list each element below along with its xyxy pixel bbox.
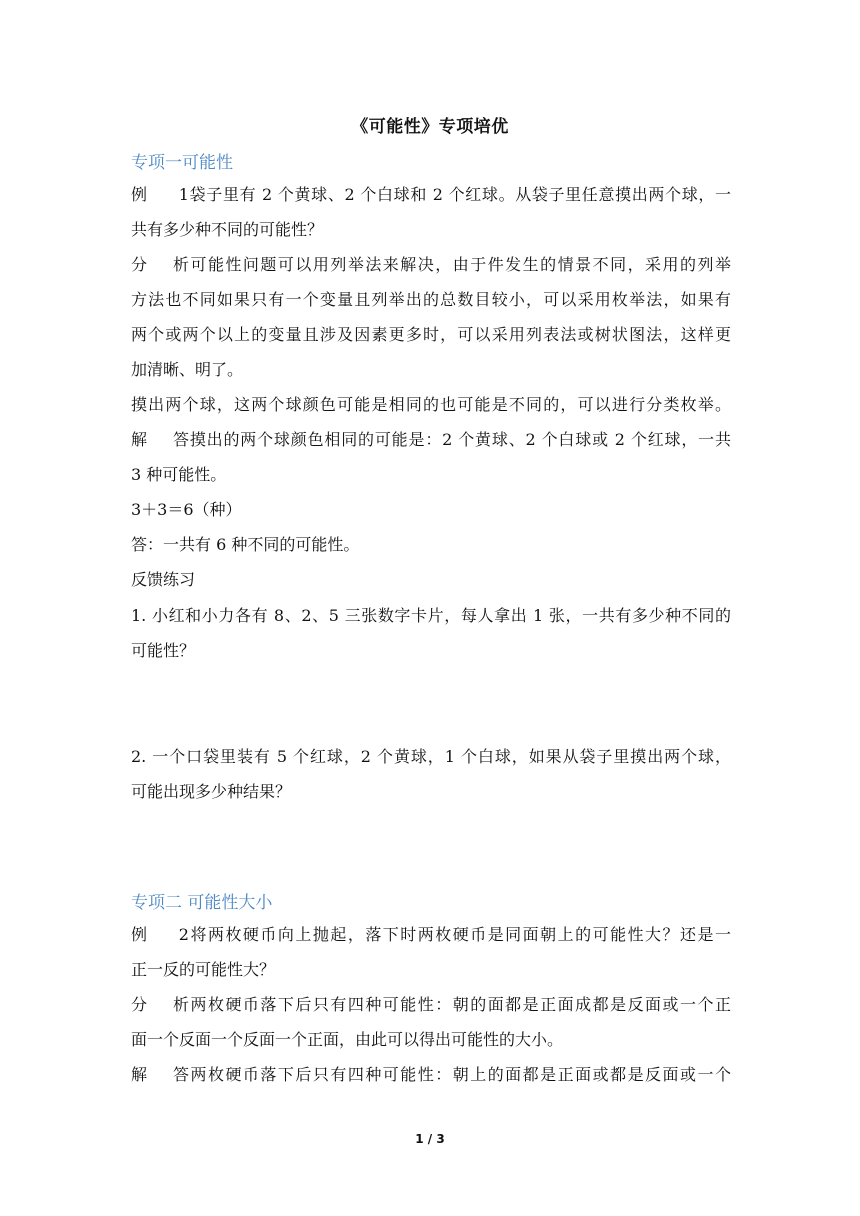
solution-1-answer: 答：一共有 6 种不同的可能性。 xyxy=(131,535,360,554)
question-2-line-1: 2. 一个口袋里装有 5 个红球，2 个黄球，1 个白球，如果从袋子里摸出两个球， xyxy=(131,747,731,766)
example-label: 例 1 xyxy=(131,185,189,204)
analysis-text: 两枚硬币落下后只有四种可能性：朝的面都是正面成都是反面或一个正 xyxy=(189,995,731,1014)
solution-label: 解答 xyxy=(131,1065,189,1084)
analysis-label: 分析 xyxy=(131,255,189,274)
document-title: 《可能性》专项培优 xyxy=(351,117,509,137)
example-text: 袋子里有 2 个黄球、2 个白球和 2 个红球。从袋子里任意摸出两个球，一 xyxy=(189,185,731,204)
example-1-line-1 xyxy=(131,184,731,206)
solution-2-line-1 xyxy=(131,1064,731,1086)
analysis-1-line-3: 两个或两个以上的变量且涉及因素更多时，可以采用列表法或树状图法，这样更 xyxy=(131,325,731,344)
question-2-line-2: 可能出现多少种结果？ xyxy=(131,782,292,801)
analysis-label: 分析 xyxy=(131,995,189,1014)
section-heading-1: 专项一可能性 xyxy=(131,153,233,173)
example-2-line-2: 正一反的可能性大？ xyxy=(131,960,276,979)
example-1-line-2: 共有多少种不同的可能性？ xyxy=(131,220,324,239)
solution-1-line-2: 3 种可能性。 xyxy=(131,465,227,484)
analysis-2-line-2: 面一个反面一个反面一个正面，由此可以得出可能性的大小。 xyxy=(131,1030,564,1049)
analysis-1-line-4: 加清晰、明了。 xyxy=(131,360,244,379)
analysis-text: 可能性问题可以用列举法来解决，由于件发生的情景不同，采用的列举 xyxy=(189,255,731,274)
feedback-heading: 反馈练习 xyxy=(131,570,196,589)
analysis-1-line-1 xyxy=(131,254,731,276)
solution-1-line-1 xyxy=(131,429,731,451)
solution-text: 摸出的两个球颜色相同的可能是：2 个黄球、2 个白球或 2 个红球，一共 xyxy=(189,430,731,449)
section-heading-2: 专项二 可能性大小 xyxy=(131,893,273,913)
solution-label: 解答 xyxy=(131,430,189,449)
solution-text: 两枚硬币落下后只有四种可能性：朝上的面都是正面或都是反面或一个 xyxy=(189,1065,731,1084)
example-2-line-1 xyxy=(131,924,731,946)
example-text: 将两枚硬币向上抛起，落下时两枚硬币是同面朝上的可能性大？还是一 xyxy=(189,925,731,944)
page-number: 1 / 3 xyxy=(415,1132,445,1146)
question-1-line-2: 可能性？ xyxy=(131,641,196,660)
example-label: 例 2 xyxy=(131,925,189,944)
analysis-2-line-1 xyxy=(131,994,731,1016)
question-1-line-1: 1. 小红和小力各有 8、2、5 三张数字卡片，每人拿出 1 张，一共有多少种不同的 xyxy=(131,606,731,625)
solution-1-equation: 3＋3＝6（种） xyxy=(131,500,242,519)
analysis-1-line-2: 方法也不同如果只有一个变量且列举出的总数目较小，可以采用枚举法，如果有 xyxy=(131,290,731,309)
analysis-1-line-5: 摸出两个球，这两个球颜色可能是相同的也可能是不同的，可以进行分类枚举。 xyxy=(131,395,731,414)
